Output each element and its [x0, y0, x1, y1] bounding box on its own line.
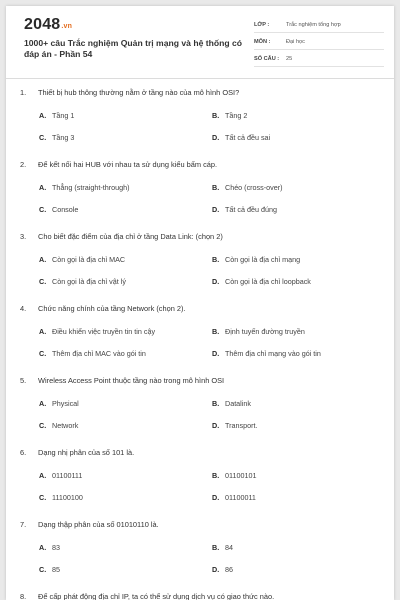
question-number: 6. [20, 448, 27, 457]
meta-value: Trắc nghiệm tổng hợp [286, 22, 341, 28]
option-letter: B. [212, 327, 220, 336]
option-text: 85 [52, 565, 60, 574]
option-text: Console [52, 205, 79, 214]
option-text: 83 [52, 543, 60, 552]
question-text [20, 592, 274, 600]
option-letter: A. [39, 399, 47, 408]
question-number: 2. [20, 160, 27, 169]
question-text [20, 160, 217, 169]
question-label: Wireless Access Point thuộc tầng nào trong mô hình OSI [38, 376, 225, 385]
option-d[interactable] [212, 205, 277, 214]
option-text: Còn gọi là địa chỉ MAC [52, 255, 126, 264]
option-d[interactable] [212, 565, 233, 574]
question-text [20, 304, 186, 313]
option-letter: D. [212, 205, 220, 214]
option-text: Tất cả đều đúng [225, 205, 277, 214]
option-text: Thêm địa chỉ MAC vào gói tin [52, 349, 146, 358]
question-item [6, 440, 394, 512]
option-b[interactable] [212, 471, 256, 480]
option-letter: B. [212, 255, 220, 264]
page-title: 1000+ câu Trắc nghiệm Quản trị mạng và hệ thống có đáp án - Phần 54 [24, 38, 243, 59]
option-a[interactable] [39, 111, 74, 120]
header-divider [6, 78, 394, 79]
option-d[interactable] [212, 349, 321, 358]
option-b[interactable] [212, 111, 247, 120]
option-letter: B. [212, 543, 220, 552]
option-text: Còn gọi là địa chỉ loopback [225, 277, 311, 286]
question-number: 3. [20, 232, 27, 241]
option-letter: C. [39, 421, 47, 430]
option-a[interactable] [39, 399, 79, 408]
option-letter: B. [212, 111, 220, 120]
question-label: Dạng nhị phân của số 101 là. [38, 448, 135, 457]
meta-value: 25 [286, 56, 293, 62]
option-c[interactable] [39, 133, 74, 142]
question-item [6, 80, 394, 152]
option-text: Network [52, 421, 79, 430]
option-letter: A. [39, 183, 47, 192]
option-a[interactable] [39, 183, 130, 192]
option-b[interactable] [212, 327, 305, 336]
meta-row-subject [254, 35, 384, 50]
option-letter: C. [39, 565, 47, 574]
option-a[interactable] [39, 255, 125, 264]
option-letter: B. [212, 471, 220, 480]
option-letter: D. [212, 133, 220, 142]
option-d[interactable] [212, 277, 311, 286]
option-c[interactable] [39, 205, 78, 214]
option-letter: B. [212, 183, 220, 192]
question-label: Cho biết đặc điểm của địa chỉ ở tầng Data Link: (chọn 2) [38, 232, 223, 241]
option-text: Chéo (cross-over) [225, 183, 283, 192]
question-text [20, 520, 159, 529]
option-text: Tầng 2 [225, 111, 248, 120]
option-text: Thẳng (straight-through) [52, 183, 130, 192]
question-number: 1. [20, 88, 27, 97]
question-text [20, 88, 239, 97]
question-text [20, 232, 223, 241]
option-text: Tất cả đều sai [225, 133, 271, 142]
meta-row-count [254, 52, 384, 67]
question-label: Chức năng chính của tầng Network (chọn 2). [38, 304, 186, 313]
option-letter: C. [39, 493, 47, 502]
option-d[interactable] [212, 133, 270, 142]
option-text: Tầng 3 [52, 133, 75, 142]
option-letter: A. [39, 471, 47, 480]
option-letter: C. [39, 133, 47, 142]
question-label: Để kết nối hai HUB với nhau ta sử dụng kiểu bấm cáp. [38, 160, 218, 169]
header [6, 6, 394, 68]
worksheet [6, 6, 394, 600]
option-text: Thêm địa chỉ mạng vào gói tin [225, 349, 321, 358]
meta-row-class [254, 18, 384, 33]
question-label: Dạng thập phân của số 01010110 là. [38, 520, 159, 529]
option-letter: A. [39, 111, 47, 120]
option-a[interactable] [39, 327, 155, 336]
question-item [6, 368, 394, 440]
option-letter: D. [212, 349, 220, 358]
question-item [6, 152, 394, 224]
meta-info [254, 18, 384, 69]
meta-key: MÔN : [254, 39, 271, 45]
option-a[interactable] [39, 471, 82, 480]
option-d[interactable] [212, 421, 258, 430]
option-text: 01100101 [225, 471, 257, 480]
option-a[interactable] [39, 543, 60, 552]
option-text: Định tuyến đường truyền [225, 327, 305, 336]
option-text: 01100011 [225, 493, 256, 502]
question-number: 7. [20, 520, 27, 529]
option-c[interactable] [39, 277, 126, 286]
option-letter: C. [39, 277, 47, 286]
option-b[interactable] [212, 399, 251, 408]
option-text: 84 [225, 543, 233, 552]
option-letter: A. [39, 327, 47, 336]
question-item [6, 296, 394, 368]
logo-text: 2048 [24, 16, 61, 33]
option-c[interactable] [39, 493, 83, 502]
question-item [6, 512, 394, 584]
logo-tld: .vn [61, 23, 73, 30]
meta-key: SỐ CÂU : [254, 56, 280, 62]
option-letter: A. [39, 255, 47, 264]
option-letter: D. [212, 565, 220, 574]
option-letter: A. [39, 543, 47, 552]
option-text: Transport. [225, 421, 258, 430]
option-letter: B. [212, 399, 220, 408]
option-c[interactable] [39, 349, 146, 358]
option-c[interactable] [39, 565, 60, 574]
meta-key: LỚP : [254, 22, 270, 28]
option-text: 86 [225, 565, 233, 574]
option-letter: D. [212, 421, 220, 430]
option-text: Còn gọi là địa chỉ vật lý [52, 277, 126, 286]
question-label: Để cấp phát động địa chỉ IP, ta có thể sử dụng dịch vụ có giao thức nào. [38, 592, 275, 600]
option-b[interactable] [212, 255, 300, 264]
option-d[interactable] [212, 493, 256, 502]
option-b[interactable] [212, 183, 283, 192]
question-item [6, 584, 394, 600]
option-text: Còn gọi là địa chỉ mạng [225, 255, 301, 264]
option-text: 01100111 [52, 471, 83, 480]
option-b[interactable] [212, 543, 233, 552]
question-text [20, 448, 134, 457]
option-text: 11100100 [52, 493, 83, 502]
option-letter: D. [212, 493, 220, 502]
meta-value: Đại học [286, 39, 305, 45]
site-logo[interactable] [24, 16, 72, 34]
option-c[interactable] [39, 421, 78, 430]
question-list [6, 80, 394, 600]
option-letter: C. [39, 349, 47, 358]
question-item [6, 224, 394, 296]
question-number: 5. [20, 376, 27, 385]
question-label: Thiết bị hub thông thường nằm ở tầng nào của mô hình OSI? [38, 88, 240, 97]
option-text: Physical [52, 399, 79, 408]
option-text: Tầng 1 [52, 111, 75, 120]
question-number: 4. [20, 304, 27, 313]
question-number: 8. [20, 592, 27, 600]
option-text: Datalink [225, 399, 251, 408]
question-text [20, 376, 224, 385]
option-text: Điều khiển việc truyền tin tin cậy [52, 327, 156, 336]
option-letter: D. [212, 277, 220, 286]
option-letter: C. [39, 205, 47, 214]
